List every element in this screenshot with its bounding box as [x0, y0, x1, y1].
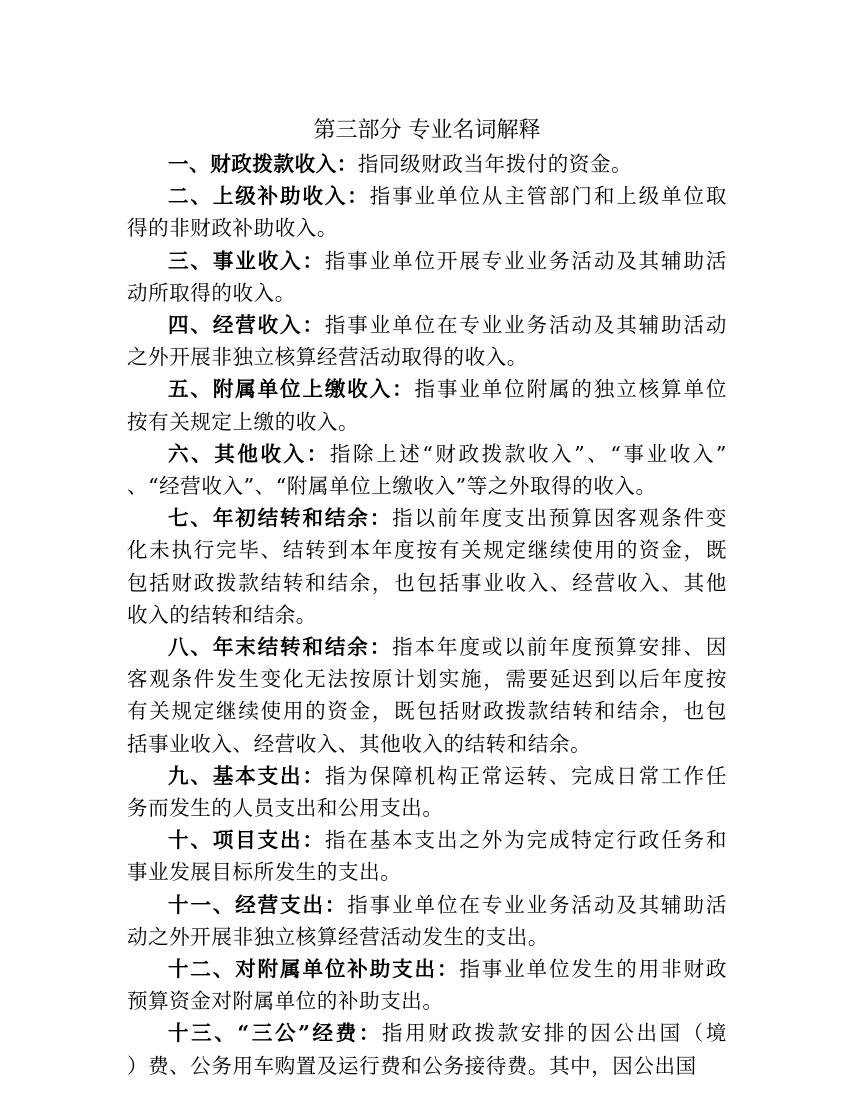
- glossary-term: 八、年末结转和结余：: [168, 635, 393, 660]
- entry-line: [127, 470, 727, 502]
- entry-line: [127, 406, 727, 438]
- entry-line: [127, 1050, 727, 1082]
- glossary-definition: 指事业单位附属的独立核算单位: [414, 377, 727, 402]
- glossary-definition: 包括财政拨款结转和结余，也包括事业收入、经营收入、其他: [127, 570, 727, 595]
- glossary-definition: 动所取得的收入。: [127, 280, 296, 305]
- entry-first-line: [127, 824, 727, 856]
- glossary-entry: [127, 373, 727, 437]
- glossary-term: 六、其他收入：: [168, 441, 330, 466]
- entry-first-line: [127, 953, 727, 985]
- glossary-term: 二、上级补助收入：: [168, 184, 370, 209]
- glossary-definition: 事业发展目标所发生的支出。: [127, 860, 402, 885]
- glossary-definition: 动之外开展非独立核算经营活动发生的支出。: [127, 924, 549, 949]
- glossary-definition: 之外开展非独立核算经营活动取得的收入。: [127, 345, 528, 370]
- entry-line: [127, 567, 727, 599]
- glossary-definition: 指事业单位在专业业务活动及其辅助活: [347, 892, 727, 917]
- glossary-definition: 收入的结转和结余。: [127, 602, 317, 627]
- entry-line: [127, 695, 727, 727]
- glossary-term: 十、项目支出：: [168, 828, 325, 853]
- entry-first-line: [127, 438, 727, 470]
- glossary-definition: 预算资金对附属单位的补助支出。: [127, 989, 444, 1014]
- glossary-definition: 、“经营收入”、“附属单位上缴收入”等之外取得的收入。: [127, 474, 657, 499]
- entry-first-line: [127, 309, 727, 341]
- entry-first-line: [127, 148, 727, 180]
- glossary-term: 十一、经营支出：: [168, 892, 348, 917]
- entry-line: [127, 985, 727, 1017]
- page-title: 第三部分 专业名词解释: [313, 118, 541, 143]
- document-body: [127, 114, 727, 1082]
- glossary-entry: [127, 245, 727, 309]
- glossary-definition: 指以前年度支出预算因客观条件变: [392, 506, 727, 531]
- glossary-definition: 指事业单位在专业业务活动及其辅助活动: [324, 313, 727, 338]
- glossary-entry: [127, 1017, 727, 1081]
- glossary-term: 十二、对附属单位补助支出：: [168, 957, 460, 982]
- entry-line: [127, 856, 727, 888]
- glossary-definition: 化未执行完毕、结转到本年度按有关规定继续使用的资金，既: [127, 538, 727, 563]
- entry-first-line: [127, 245, 727, 277]
- entry-first-line: [127, 502, 727, 534]
- glossary-entry: [127, 889, 727, 953]
- glossary-entry: [127, 631, 727, 760]
- entry-line: [127, 599, 727, 631]
- glossary-term: 三、事业收入：: [168, 248, 325, 273]
- glossary-term: 七、年初结转和结余：: [168, 506, 393, 531]
- entry-first-line: [127, 373, 727, 405]
- glossary-definition: 按有关规定上缴的收入。: [127, 409, 360, 434]
- entry-line: [127, 728, 727, 760]
- entry-first-line: [127, 180, 727, 212]
- entry-first-line: [127, 889, 727, 921]
- entry-line: [127, 277, 727, 309]
- glossary-entry: [127, 180, 727, 244]
- entry-line: [127, 921, 727, 953]
- glossary-definition: 有关规定继续使用的资金，既包括财政拨款结转和结余，也包: [127, 699, 727, 724]
- glossary-definition: 指同级财政当年拨付的资金。: [357, 152, 633, 176]
- glossary-list: [127, 148, 727, 1082]
- entry-first-line: [127, 760, 727, 792]
- glossary-definition: 指本年度或以前年度预算安排、因: [392, 635, 727, 660]
- glossary-definition: 指为保障机构正常运转、完成日常工作任: [324, 763, 727, 788]
- glossary-entry: [127, 438, 727, 502]
- entry-first-line: [127, 631, 727, 663]
- glossary-entry: [127, 309, 727, 373]
- entry-line: [127, 663, 727, 695]
- glossary-definition: 指事业单位发生的用非财政: [459, 957, 727, 982]
- glossary-definition: ）费、公务用车购置及运行费和公务接待费。其中，因公出国: [127, 1053, 697, 1078]
- glossary-term: 四、经营收入：: [168, 313, 325, 338]
- entry-line: [127, 212, 727, 244]
- entry-line: [127, 534, 727, 566]
- glossary-term: 五、附属单位上缴收入：: [168, 377, 415, 402]
- glossary-definition: 指事业单位从主管部门和上级单位取: [369, 184, 727, 209]
- glossary-definition: 得的非财政补助收入。: [127, 216, 338, 241]
- glossary-definition: 指事业单位开展专业业务活动及其辅助活: [324, 248, 727, 273]
- glossary-definition: 括事业收入、经营收入、其他收入的结转和结余。: [127, 731, 592, 756]
- glossary-entry: [127, 760, 727, 824]
- entry-first-line: [127, 1017, 727, 1049]
- glossary-definition: 务而发生的人员支出和公用支出。: [127, 796, 444, 821]
- glossary-entry: [127, 502, 727, 631]
- glossary-entry: [127, 148, 727, 180]
- glossary-entry: [127, 824, 727, 888]
- glossary-entry: [127, 953, 727, 1017]
- entry-line: [127, 792, 727, 824]
- glossary-definition: 指在基本支出之外为完成特定行政任务和: [324, 828, 727, 853]
- entry-line: [127, 341, 727, 373]
- glossary-definition: 指除上述“财政拨款收入”、“事业收入”: [329, 441, 728, 466]
- glossary-definition: 客观条件发生变化无法按原计划实施，需要延迟到以后年度按: [127, 667, 727, 692]
- glossary-definition: 指用财政拨款安排的因公出国（境: [381, 1021, 727, 1046]
- glossary-term: 十三、“三公”经费：: [168, 1021, 382, 1046]
- glossary-term: 一、财政拨款收入：: [168, 152, 358, 176]
- glossary-term: 九、基本支出：: [168, 763, 325, 788]
